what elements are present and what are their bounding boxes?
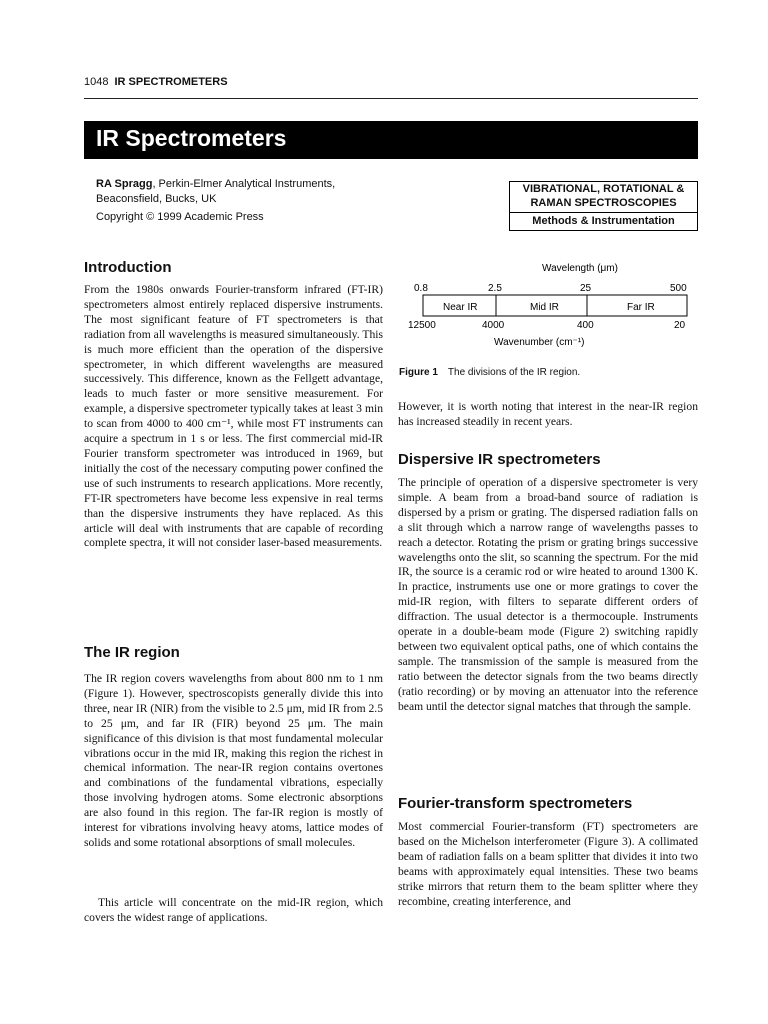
region-label-near-ir: Near IR [443,302,478,313]
author-name: RA Spragg [96,178,153,190]
top-tick-label: 2.5 [488,283,502,294]
paragraph-dispersive: The principle of operation of a dispersive spectrometer is very simple. A beam from a broad-band source of radiation is dispersed by a prism or grating. The dispersed radiation falls on a slit through which a narrow range of wavelengths passes to reach a detector. Rotating the prism or grating brings successive wavelengths onto the slit, so scanning the spectrum. For the mid IR, the source is a ceramic rod or wire heated to around 1300 K. In practice, instruments use one or more gratings to cover the mid-IR region, with filters to separate different orders of diffraction. The usual detector is a thermocouple. Instruments operate in a double-beam mode (Figure 2) switching rapidly between two equivalent optical paths, one of which contains the sample. The transmission of the sample is measured from the ratio between the detector signals from the two beams directly (ratio recording) or by moving an attenuator into the reference beam until the detector signal matches that through the sample. [398,476,698,713]
running-header [84,76,228,88]
figure-label: Figure 1 [399,367,438,378]
category-box [509,181,698,231]
paragraph-ft: Most commercial Fourier-transform (FT) spectrometers are based on the Michelson interferometer (Figure 3). A collimated beam of radiation falls on a beam splitter that divides it into two beams with approximately equal intensities. These two beams strike mirrors that return them to the beam splitter where they recombine, creating interference, and [398,820,698,908]
author-block [96,177,396,206]
paragraph-ir-region: The IR region covers wavelengths from about 800 nm to 1 nm (Figure 1). However, spectroscopists generally divide this into three, near IR (NIR) from the visible to 2.5 μm, mid IR from 2.5 to 25 μm, and far IR (FIR) beyond 25 μm. The main significance of this division is that most fundamental molecular vibrations occur in the mid IR, making this region the richest in chemical information. The near-IR region contains overtones and combinations of the fundamental vibrations, especially those involving hydrogen atoms. Some electronic absorptions are also found in this region. The far-IR region is mostly of interest for vibrations involving heavy atoms, lattice modes of solids and some rotational absorptions of small molecules. [84,672,383,849]
paragraph-ir-region-2: This article will concentrate on the mid-IR region, which covers the widest range of applications. [84,896,383,924]
figure-caption-text: The divisions of the IR region. [447,367,581,378]
wavenumber-axis-title: Wavenumber (cm⁻¹) [494,337,585,348]
heading-introduction: Introduction [84,259,172,276]
bottom-tick-label: 20 [674,320,686,331]
wavelength-axis-title: Wavelength (μm) [542,263,618,274]
top-tick-label: 500 [670,283,687,294]
copyright: Copyright © 1999 Academic Press [96,211,264,223]
heading-ft: Fourier-transform spectrometers [398,795,633,812]
region-label-mid-ir: Mid IR [530,302,559,313]
top-tick-label: 0.8 [414,283,428,294]
paragraph-near-ir-note: However, it is worth noting that interest in the near-IR region has increased steadily in recent years. [398,400,698,428]
article-title: IR Spectrometers [96,125,287,151]
figure-1-caption [399,367,580,378]
figure-1-diagram [400,258,700,358]
title-bar [84,121,698,159]
category-line-1: VIBRATIONAL, ROTATIONAL & [522,183,685,195]
bottom-tick-label: 4000 [482,320,505,331]
heading-ir-region: The IR region [84,644,180,661]
category-line-3: Methods & Instrumentation [510,212,697,227]
affiliation-line-1: , Perkin-Elmer Analytical Instruments, [152,178,336,190]
header-rule [84,98,698,99]
bottom-tick-label: 12500 [408,320,436,331]
top-tick-label: 25 [580,283,592,294]
running-title: IR SPECTROMETERS [114,76,228,88]
page-number: 1048 [84,76,109,88]
affiliation-line-2: Beaconsfield, Bucks, UK [96,192,217,205]
paragraph-introduction: From the 1980s onwards Fourier-transform infrared (FT-IR) spectrometers almost entirely replaced dispersive instruments. The most significant feature of FT spectrometers is that radiation from all wavelengths is measured simultaneously. This is much more efficient than the operation of the dispersive spectrometer, in which different wavelengths are measured successively. This difference, known as the Fellgett advantage, leads to much faster or more sensitive measurement. For example, a dispersive spectrometer typically takes at least 3 min to scan from 4000 to 400 cm⁻¹, while most FT instruments can acquire a spectrum in 1 s or less. The first commercial mid-IR Fourier transform spectrometer was introduced in 1969, but initially the cost of the necessary computing power confined the use of such instruments to research applications. More recently, FT-IR spectrometers have become less expensive in real terms than the dispersive instruments they have replaced. As this article will deal with instruments that are capable of recording complete spectra, it will not consider laser-based measurements. [84,283,383,550]
bottom-tick-label: 400 [577,320,594,331]
region-label-far-ir: Far IR [627,302,655,313]
category-line-2: RAMAN SPECTROSCOPIES [530,197,677,209]
heading-dispersive: Dispersive IR spectrometers [398,451,601,468]
